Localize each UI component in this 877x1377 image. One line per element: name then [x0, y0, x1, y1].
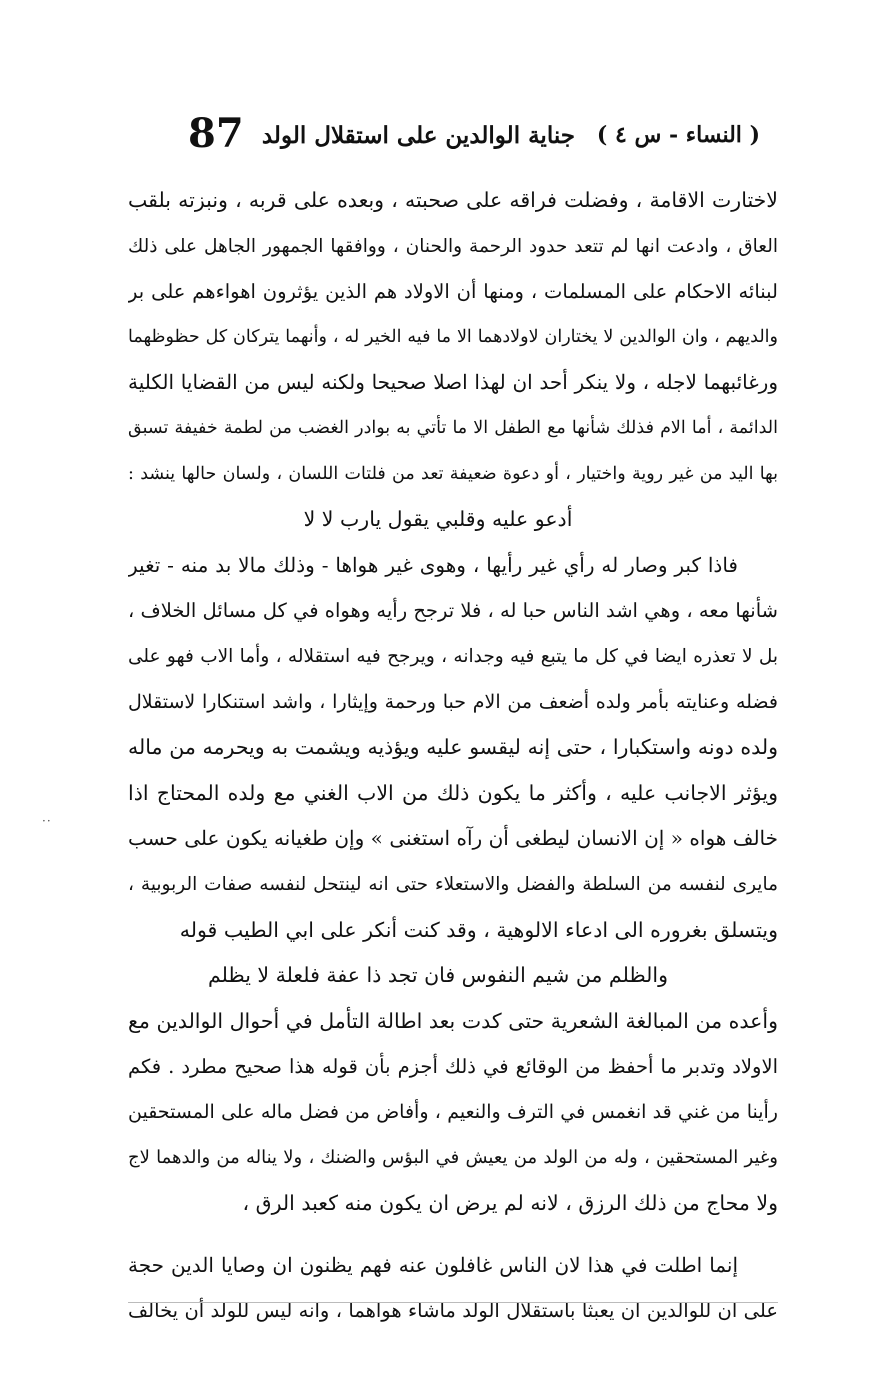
- running-title: جناية الوالدين على استقلال الولد: [261, 122, 575, 149]
- text-line: الدائمة ، أما الام فذلك شأنها مع الطفل الا ما تأتي به بوادر الغضب من لطمة خفيفة تسبق: [128, 417, 778, 438]
- text-line: لبنائه الاحكام على المسلمات ، ومنها أن الاولاد هم الذين يؤثرون اهواءهم على بر: [128, 280, 778, 304]
- text-line: بها اليد من غير روية واختيار ، أو دعوة ضعيفة تعد من فلتات اللسان ، ولسان حالها ينشد :: [128, 463, 778, 484]
- text-line: بل لا تعذره ايضا في كل ما يتبع فيه وجدانه ، ويرجح فيه استقلاله ، وأما الاب فهو على: [128, 645, 778, 667]
- text-line: والديهم ، وان الوالدين لا يختاران لاولادهما الا ما فيه الخير له ، وأنهما يتركان كل حظوظهما: [128, 326, 778, 347]
- page-header: [180, 110, 760, 166]
- paragraph-1: [128, 178, 778, 497]
- paragraph-gap: [128, 1227, 778, 1243]
- text-line: إنما اطلت في هذا لان الناس غافلون عنه فهم يظنون ان وصايا الدين حجة: [128, 1252, 738, 1277]
- paragraph-2: [128, 543, 778, 953]
- text-line: ويؤثر الاجانب عليه ، وأكثر ما يكون ذلك من الاب الغني مع ولده المحتاج اذا: [128, 780, 778, 805]
- page-number: 87: [188, 110, 244, 157]
- text-line: وأعده من المبالغة الشعرية حتى كدت بعد اطالة التأمل في أحوال الوالدين مع: [128, 1008, 778, 1033]
- text-line: فضله وعنايته بأمر ولده أضعف من الام حبا ورحمة وإيثارا ، واشد استنكارا لاستقلال: [128, 690, 778, 713]
- text-line: على ان للوالدين ان يعبثا باستقلال الولد ماشاء هواهما ، وانه ليس للولد أن يخالف: [128, 1299, 778, 1323]
- verse-line: أدعو عليه وقلبي يقول يارب لا لا: [303, 507, 573, 532]
- text-line: ولده دونه واستكبارا ، حتى إنه ليقسو عليه ويؤذيه ويشمت به ويحرمه من ماله: [128, 735, 778, 760]
- margin-mark: ··: [42, 814, 52, 828]
- text-line: الاولاد وتدبر ما أحفظ من الوقائع في ذلك أجزم بأن قوله هذا صحيح مطرد . فكم: [128, 1055, 778, 1079]
- text-line: فاذا كبر وصار له رأي غير رأيها ، وهوى غير هواها - وذلك مالا بد منه - تغير: [128, 552, 738, 577]
- text-line: العاق ، وادعت انها لم تتعد حدود الرحمة والحنان ، ووافقها الجمهور الجاهل على ذلك: [128, 235, 778, 257]
- text-line: ورغائبهما لاجله ، ولا ينكر أحد ان لهذا اصلا صحيحا ولكنه ليس من القضايا الكلية: [128, 370, 778, 395]
- text-line: ولا محاج من ذلك الرزق ، لانه لم يرض ان يكون منه كعبد الرق ،: [242, 1191, 778, 1216]
- body-text: [128, 178, 778, 1334]
- bottom-rule: [128, 1302, 778, 1303]
- section-reference: ( النساء - س ٤ ): [596, 122, 760, 148]
- text-line: ويتسلق بغروره الى ادعاء الالوهية ، وقد كنت أنكر على ابي الطيب قوله: [179, 917, 778, 942]
- text-line: لاختارت الاقامة ، وفضلت فراقه على صحبته ، وبعده على قربه ، ونبزته بلقب: [128, 188, 778, 212]
- paragraph-4: [128, 1243, 778, 1334]
- text-line: شأنها معه ، وهي اشد الناس حبا له ، فلا ترجح رأيه وهواه في كل مسائل الخلاف ،: [128, 599, 778, 623]
- text-line: خالف هواه « إن الانسان ليطغى أن رآه استغنى » وإن طغيانه يكون على حسب: [128, 826, 778, 851]
- verse-line: والظلم من شيم النفوس فان تجد ذا عفة فلعلة لا يظلم: [207, 963, 669, 988]
- text-line: رأينا من غني قد انغمس في الترف والنعيم ، وأفاض من فضل ماله على المستحقين: [128, 1100, 778, 1123]
- text-line: وغير المستحقين ، وله من الولد من يعيش في البؤس والضنك ، ولا يناله من والدهما لاج: [128, 1147, 778, 1169]
- text-line: مايرى لنفسه من السلطة والفضل والاستعلاء حتى انه لينتحل لنفسه صفات الربوبية ،: [128, 873, 778, 895]
- paragraph-3: [128, 999, 778, 1227]
